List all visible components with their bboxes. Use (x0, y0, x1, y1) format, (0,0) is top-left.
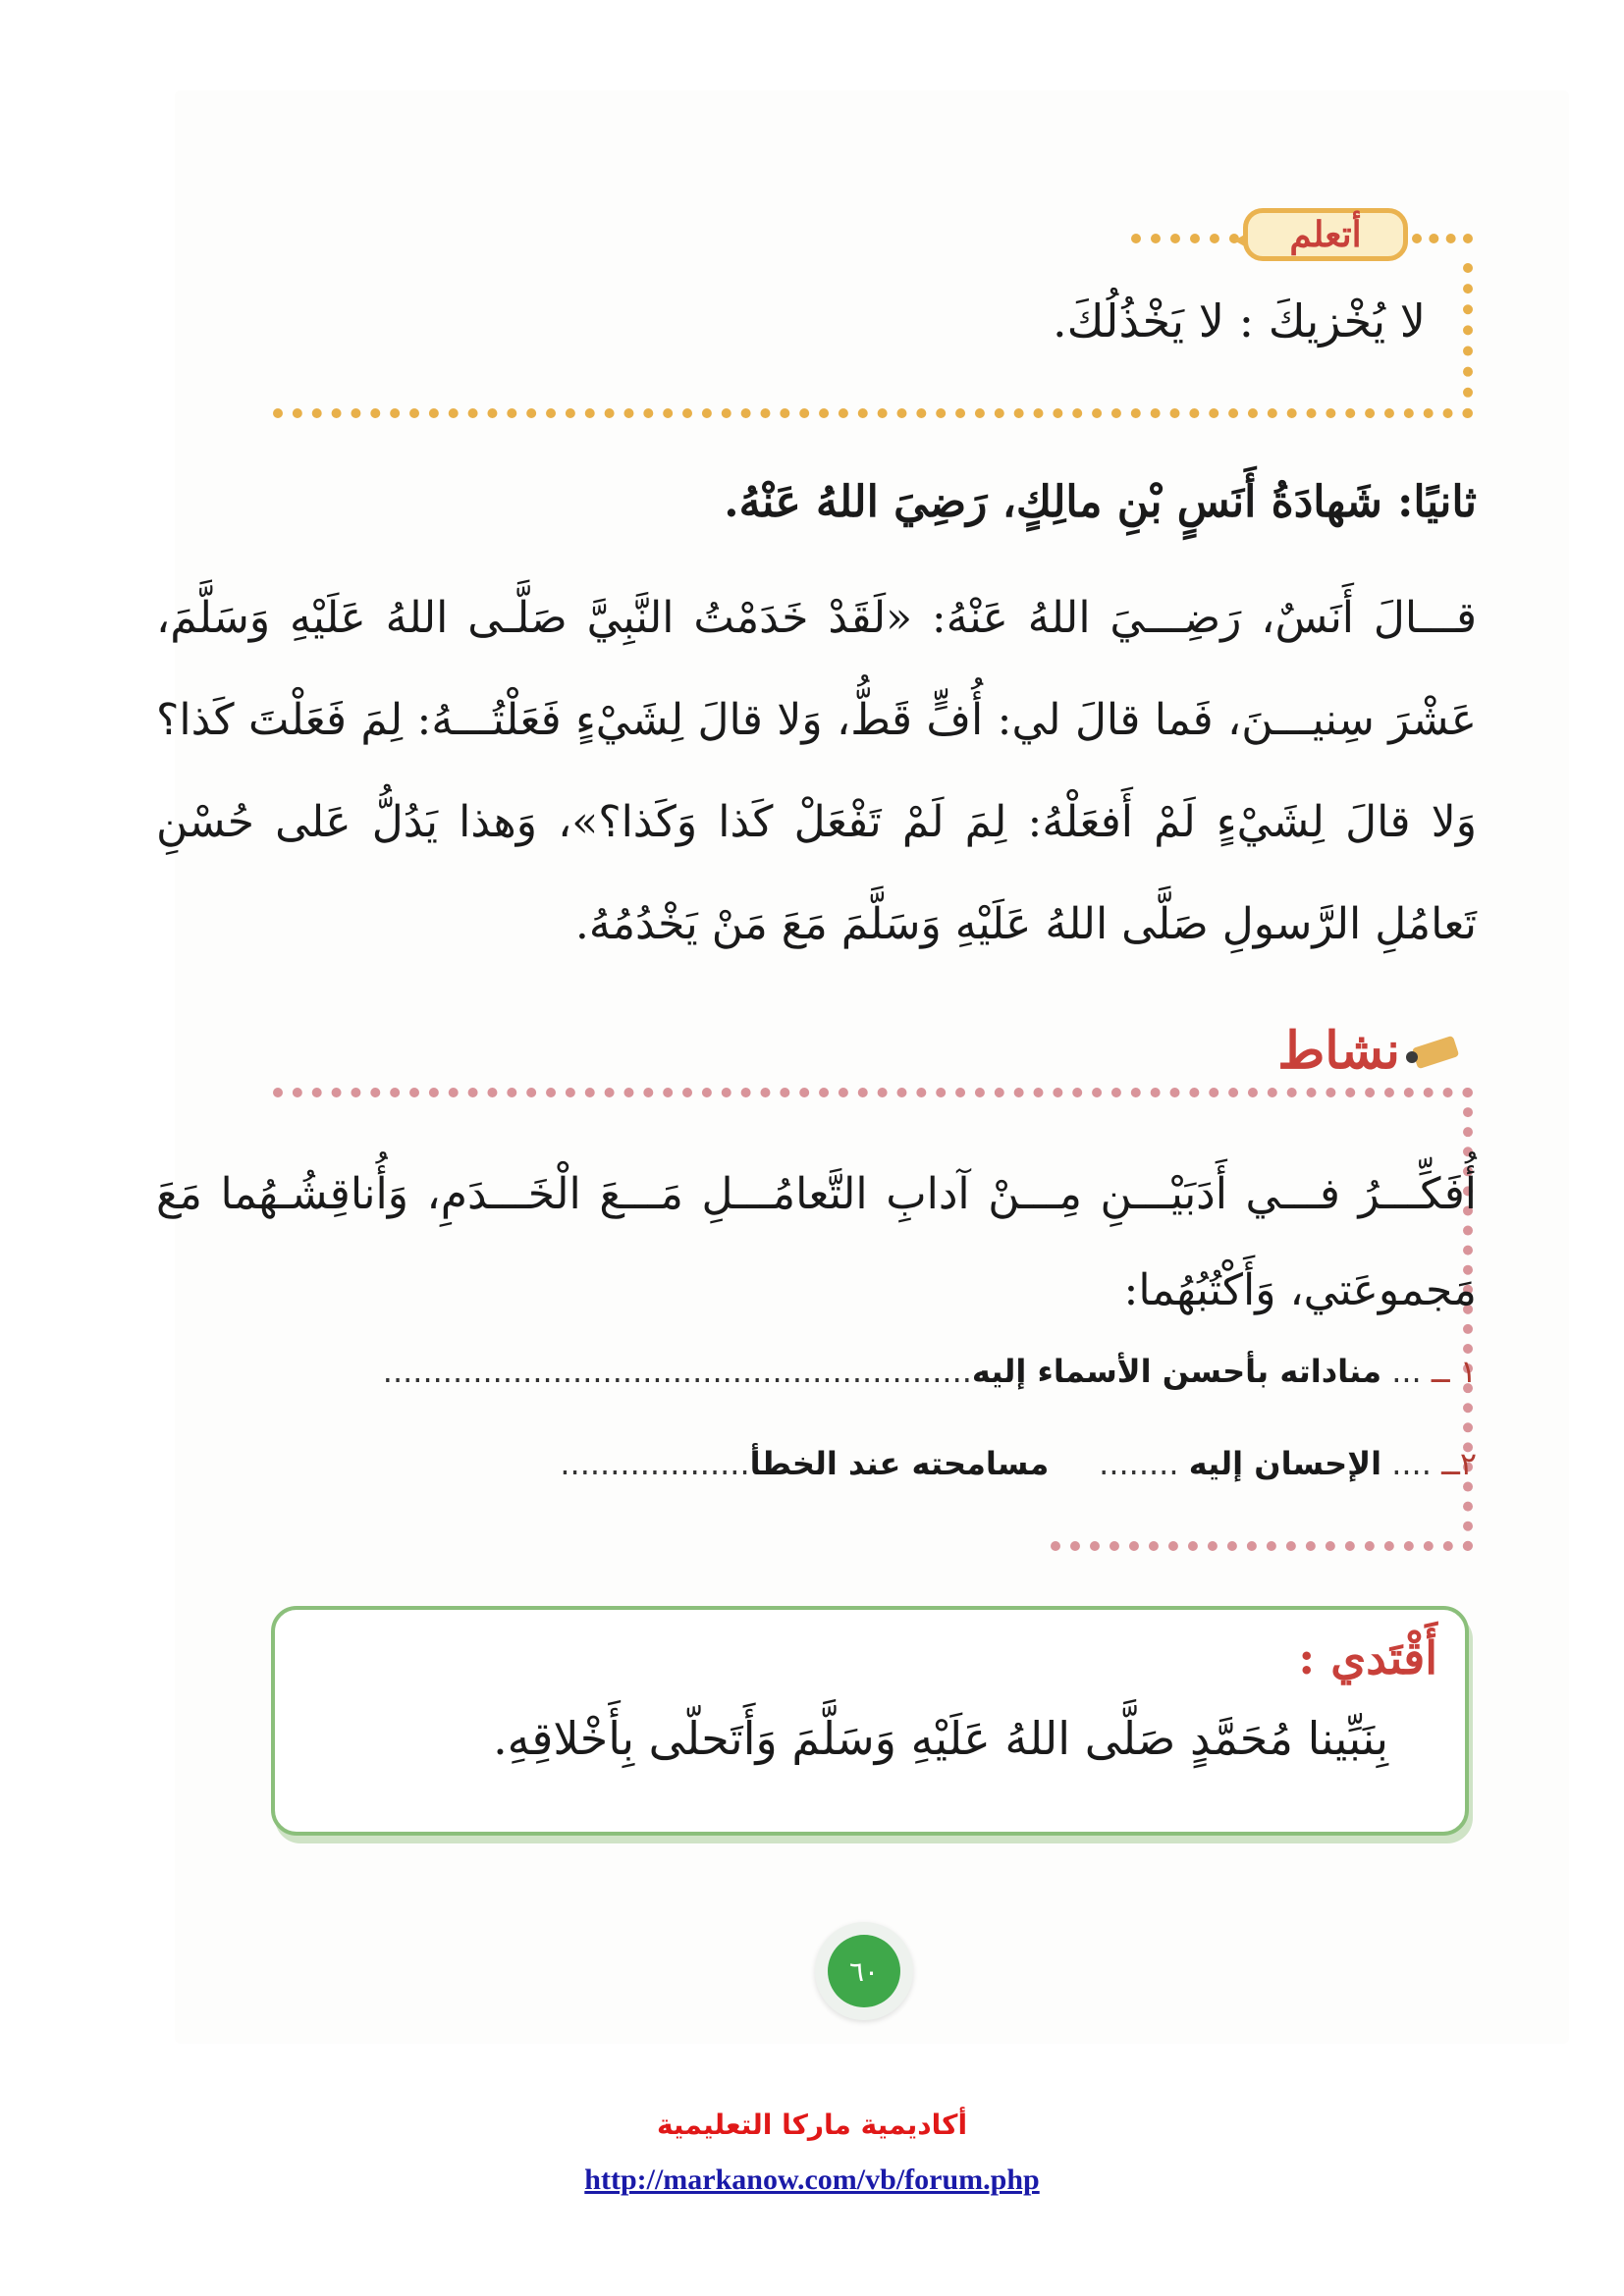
learn-box-border-top (1412, 234, 1473, 243)
emulate-title: أَقْتَدي : (1298, 1631, 1437, 1684)
footer-link[interactable]: http://markanow.com/vb/forum.php (584, 2163, 1040, 2196)
emulate-box (271, 1606, 1469, 1836)
vocabulary-definition: لا يُخْزيكَ : لا يَخْذُلُكَ. (1053, 294, 1426, 347)
page-number: ٦٠ (828, 1935, 900, 2007)
answer-text: الإحسان إليه (1188, 1445, 1382, 1482)
answer-trail-dots: ........................................................... (382, 1353, 972, 1390)
pencil-icon (1406, 1032, 1463, 1071)
answer-lead-dots: ... (1391, 1353, 1422, 1390)
learn-box-border-right (1463, 263, 1473, 418)
activity-prompt: أُفَكِّـــرُ فـــي أَدَبَيْـــنِ مِـــنْ آدابِ التَّعامُـــلِ مَـــعَ الْخَـــدَمِ، وَأُناقِشُـهُما مَعَ مَجموعَتي، وَأَكْتُبُهُما: (156, 1169, 1477, 1315)
answer-mid-dots: ........ (1099, 1445, 1179, 1482)
footer-site-name: أكاديمية ماركا التعليمية (656, 2109, 968, 2141)
answer-text: مناداته بأحسن الأسماء إليه (971, 1353, 1382, 1390)
learn-box-border-top-left (1131, 234, 1239, 243)
learn-box (273, 214, 1473, 418)
answer-number: ١ ــ (1431, 1353, 1477, 1390)
answer-text-2: مسامحته عند الخطأ (749, 1445, 1050, 1482)
activity-title (1277, 1021, 1463, 1081)
activity-box-border-bottom (1051, 1541, 1473, 1551)
learn-box-border-bottom (273, 408, 1473, 418)
learn-tag: أتعلم (1243, 208, 1408, 261)
answer-row-1 (382, 1353, 1477, 1412)
section-paragraph: قـــالَ أَنَسٌ، رَضِـــيَ اللهُ عَنْهُ: «لَقَدْ خَدَمْتُ النَّبِيَّ صَلَّـى اللهُ عَلَيْهِ وَسَلَّمَ، عَشْرَ سِنيـــنَ، فَما قالَ لي: أُفٍّ قَطُّ، وَلا قالَ لِشَيْءٍ فَعَلْتُـــهُ: لِمَ فَعَلْتَ كَذا؟ وَلا قالَ لِشَيْءٍ لَمْ أَفعَلْهُ: لِمَ لَمْ تَفْعَلْ كَذا وَكَذا؟»، وَهذا يَدُلُّ عَلى حُسْنِ تَعامُلِ الرَّسولِ صَلَّى اللهُ عَلَيْهِ وَسَلَّمَ مَعَ مَنْ يَخْدُمُهُ. (156, 593, 1477, 949)
answer-trail-dots: ................... (560, 1445, 750, 1482)
activity-title-label: نشاط (1277, 1021, 1400, 1081)
answer-row-2 (397, 1445, 1477, 1504)
section-heading: ثانيًا: شَهادَةُ أَنَسٍ بْنِ مالِكٍ، رَضِيَ اللهُ عَنْهُ. (724, 477, 1477, 527)
emulate-text: بِنَبِّينا مُحَمَّدٍ صَلَّى اللهُ عَلَيْهِ وَسَلَّمَ وَأَتَحلّى بِأَخْلاقِهِ. (493, 1712, 1388, 1765)
answer-lead-dots: .... (1391, 1445, 1432, 1482)
activity-box-border-top (273, 1088, 1473, 1097)
answer-number: ٢ــ (1441, 1445, 1477, 1482)
